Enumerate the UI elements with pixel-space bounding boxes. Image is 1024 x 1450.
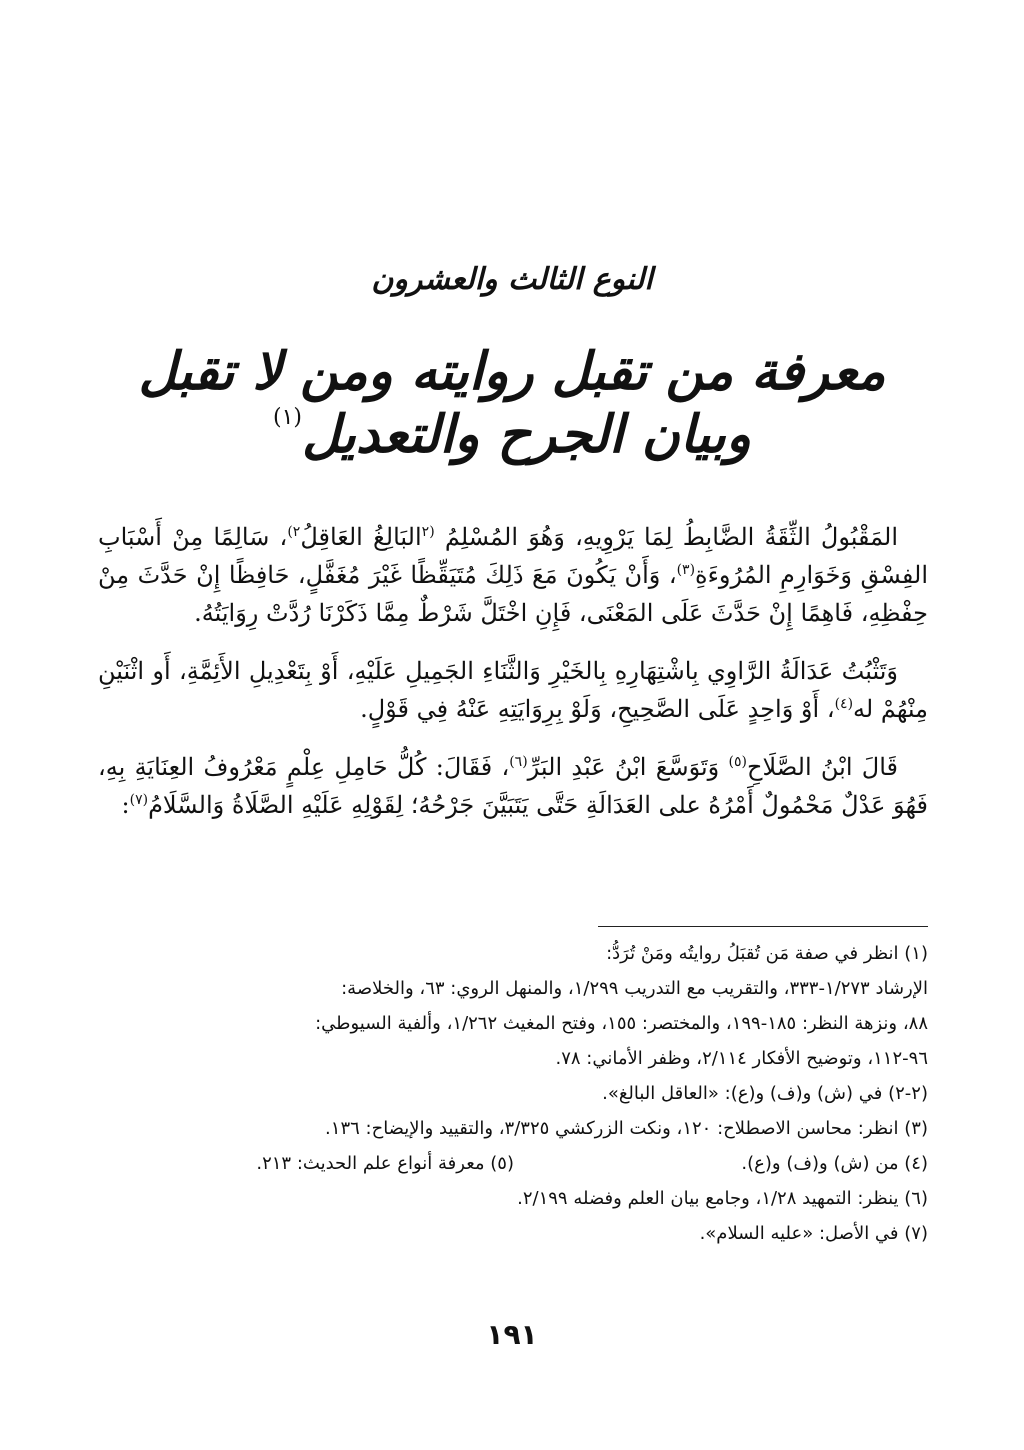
footnote-7: (٧) في الأصل: «عليه السلام». bbox=[699, 1223, 928, 1244]
footnote-marker[interactable]: (٦) bbox=[509, 754, 528, 770]
text-span: المَقْبُولُ الثِّقَةُ الضَّابِطُ لِمَا يَرْوِيهِ، وَهُوَ المُسْلِمُ bbox=[434, 523, 899, 551]
footnote-5: (٥) معرفة أنواع علم الحديث: ٢١٣. bbox=[256, 1153, 514, 1174]
chapter-title-line-2 bbox=[0, 403, 1024, 466]
footnote-marker[interactable]: (٤) bbox=[834, 696, 854, 712]
footnotes bbox=[100, 936, 928, 1251]
footnote-1-line-4: ٩٦-١١٢، وتوضيح الأفكار ٢/١١٤، وظفر الأماني: ٧٨. bbox=[555, 1048, 928, 1069]
footnote-marker[interactable]: (٣) bbox=[676, 562, 696, 578]
footnote-marker[interactable]: (٧) bbox=[129, 792, 149, 808]
paragraph-1 bbox=[98, 518, 928, 632]
chapter-label: النوع الثالث والعشرون bbox=[371, 262, 653, 297]
body-text bbox=[98, 518, 928, 844]
text-span: ، وَأَنْ يَكُونَ مَعَ ذَلِكَ مُتَيَقِّظًا غَيْرَ مُغَفَّلٍ، حَافِظًا إِنْ حَدَّثَ مِنْ حِفْظِهِ، فَاهِمًا إِنْ حَدَّثَ عَلَى المَعْنَى، فَإِنِ اخْتَلَّ شَرْطٌ مِمَّا ذَكَرْنَا رُدَّتْ رِوَايَتُهُ. bbox=[98, 561, 928, 627]
text-span: ، فَقَالَ: كُلُّ حَامِلِ عِلْمٍ مَعْرُوفُ العِنَايَةِ بِهِ، فَهُوَ عَدْلٌ مَحْمُولٌ أَمْرُهُ على العَدَالَةِ حَتَّى يَتَبَيَّنَ جَرْحُهُ؛ لِقَوْلِهِ عَلَيْهِ الصَّلَاةُ وَالسَّلَامُ bbox=[98, 753, 928, 819]
text-span: البَالِغُ العَاقِلُ bbox=[300, 523, 422, 551]
footnote-marker[interactable]: ٢) bbox=[287, 524, 301, 540]
footnote-6: (٦) ينظر: التمهيد ١/٢٨، وجامع بيان العلم وفضله ٢/١٩٩. bbox=[517, 1188, 928, 1209]
paragraph-2 bbox=[98, 652, 928, 728]
chapter-title-line-2-text: وبيان الجرح والتعديل bbox=[302, 404, 751, 466]
footnote-3: (٣) انظر: محاسن الاصطلاح: ١٢٠، ونكت الزركشي ٣/٣٢٥، والتقييد والإيضاح: ١٣٦. bbox=[325, 1118, 928, 1139]
page-number: ١٩١ bbox=[486, 1318, 538, 1351]
footnote-2: (٢-٢) في (ش) و(ف) و(ع): «العاقل البالغ». bbox=[602, 1083, 928, 1104]
footnote-row-4-5 bbox=[100, 1146, 928, 1181]
footnote-4: (٤) من (ش) و(ف) و(ع). bbox=[741, 1153, 928, 1174]
chapter-title-line-1: معرفة من تقبل روايته ومن لا تقبل bbox=[138, 341, 886, 402]
chapter-title bbox=[0, 340, 1024, 467]
paragraph-3 bbox=[98, 748, 928, 824]
title-footnote-marker[interactable]: (١) bbox=[273, 405, 303, 431]
footnote-1-line-2: الإرشاد ١/٢٧٣-٣٣٣، والتقريب مع التدريب ١/٢٩٩، والمنهل الروي: ٦٣، والخلاصة: bbox=[341, 978, 928, 999]
text-span: وَتَثْبُتُ عَدَالَةُ الرَّاوِي بِاشْتِهَارِهِ بِالخَيْرِ وَالثَّنَاءِ الجَمِيلِ عَلَيْهِ، أَوْ بِتَعْدِيلِ الأَئِمَّةِ، أَو اثْنَيْنِ مِنْهُمْ له bbox=[98, 657, 928, 723]
footnote-marker[interactable]: (٥) bbox=[728, 754, 748, 770]
text-span: : bbox=[121, 791, 130, 819]
text-span: وَتَوَسَّعَ ابْنُ عَبْدِ البَرِّ bbox=[527, 753, 729, 781]
text-span: قَالَ ابْنُ الصَّلَاحِ bbox=[747, 753, 898, 781]
footnote-marker[interactable]: (٢ bbox=[421, 524, 435, 540]
footnote-1-line-3: ٨٨، ونزهة النظر: ١٨٥-١٩٩، والمختصر: ١٥٥، وفتح المغيث ١/٢٦٢، وألفية السيوطي: bbox=[315, 1013, 928, 1034]
text-span: ، سَالِمًا مِنْ أَسْبَابِ الفِسْقِ وَخَوَارِمِ المُرُوءَةِ bbox=[98, 523, 929, 589]
footnote-1: (١) انظر في صفة مَن تُقبَلُ روايتُه ومَنْ تُرَدُّ: bbox=[606, 943, 928, 964]
text-span: ، أَوْ وَاحِدٍ عَلَى الصَّحِيحِ، وَلَوْ بِرِوَايَتِهِ عَنْهُ فِي قَوْلٍ. bbox=[360, 695, 835, 723]
footnote-divider bbox=[598, 926, 928, 927]
